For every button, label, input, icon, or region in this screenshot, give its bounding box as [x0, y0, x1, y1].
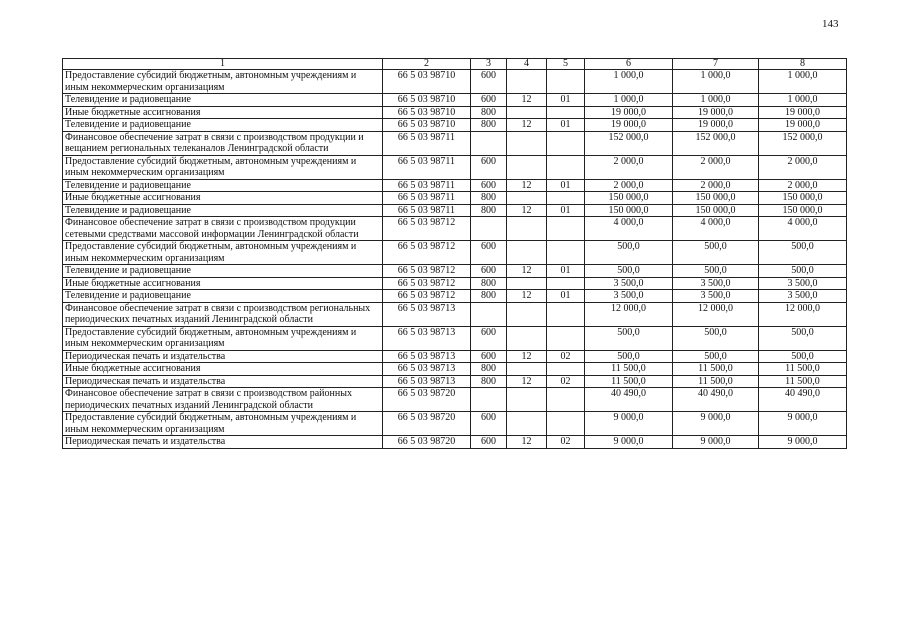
row-amount-cell: 1 000,0	[759, 94, 847, 107]
row-amount-cell: 11 500,0	[759, 363, 847, 376]
row-section-cell	[507, 363, 547, 376]
row-amount-cell: 150 000,0	[759, 192, 847, 205]
row-amount-cell: 40 490,0	[759, 388, 847, 412]
table-row	[63, 217, 847, 241]
row-amount-cell: 11 500,0	[585, 363, 673, 376]
table-row	[63, 412, 847, 436]
row-amount-cell: 2 000,0	[759, 155, 847, 179]
row-code-cell: 66 5 03 98712	[383, 217, 471, 241]
row-section-cell: 12	[507, 119, 547, 132]
table-row	[63, 436, 847, 449]
row-subsection-cell	[547, 388, 585, 412]
row-code-cell: 66 5 03 98710	[383, 119, 471, 132]
row-expense-type-cell: 600	[471, 265, 507, 278]
table-row	[63, 131, 847, 155]
row-code-cell: 66 5 03 98713	[383, 326, 471, 350]
row-section-cell	[507, 388, 547, 412]
column-header-row	[63, 59, 847, 70]
row-name-cell: Предоставление субсидий бюджетным, автономным учреждениям и иным некоммерческим организациям	[63, 241, 383, 265]
row-subsection-cell	[547, 363, 585, 376]
row-code-cell: 66 5 03 98712	[383, 241, 471, 265]
row-subsection-cell	[547, 277, 585, 290]
row-subsection-cell	[547, 70, 585, 94]
row-expense-type-cell	[471, 131, 507, 155]
row-subsection-cell	[547, 302, 585, 326]
column-header: 1	[63, 59, 383, 70]
table-row	[63, 94, 847, 107]
row-expense-type-cell: 800	[471, 363, 507, 376]
table-row	[63, 302, 847, 326]
row-expense-type-cell: 600	[471, 241, 507, 265]
page-number: 143	[822, 18, 839, 30]
row-amount-cell: 11 500,0	[673, 363, 759, 376]
row-name-cell: Предоставление субсидий бюджетным, автономным учреждениям и иным некоммерческим организациям	[63, 70, 383, 94]
row-section-cell: 12	[507, 375, 547, 388]
row-amount-cell: 500,0	[759, 350, 847, 363]
row-amount-cell: 500,0	[585, 326, 673, 350]
row-subsection-cell	[547, 155, 585, 179]
row-section-cell	[507, 106, 547, 119]
row-name-cell: Телевидение и радиовещание	[63, 179, 383, 192]
row-amount-cell: 9 000,0	[585, 412, 673, 436]
row-expense-type-cell: 600	[471, 94, 507, 107]
row-subsection-cell: 01	[547, 119, 585, 132]
row-code-cell: 66 5 03 98711	[383, 131, 471, 155]
table-row	[63, 326, 847, 350]
row-section-cell	[507, 241, 547, 265]
row-section-cell	[507, 131, 547, 155]
row-name-cell: Предоставление субсидий бюджетным, автономным учреждениям и иным некоммерческим организациям	[63, 155, 383, 179]
row-section-cell: 12	[507, 436, 547, 449]
row-code-cell: 66 5 03 98710	[383, 94, 471, 107]
column-header: 8	[759, 59, 847, 70]
table-row	[63, 265, 847, 278]
row-expense-type-cell: 800	[471, 375, 507, 388]
table-row	[63, 119, 847, 132]
row-amount-cell: 2 000,0	[673, 155, 759, 179]
row-name-cell: Финансовое обеспечение затрат в связи с производством продукции сетевыми средствами массовой информации Ленинградской области	[63, 217, 383, 241]
row-amount-cell: 3 500,0	[585, 277, 673, 290]
row-section-cell	[507, 192, 547, 205]
row-name-cell: Предоставление субсидий бюджетным, автономным учреждениям и иным некоммерческим организациям	[63, 326, 383, 350]
row-subsection-cell	[547, 106, 585, 119]
row-amount-cell: 4 000,0	[585, 217, 673, 241]
column-header: 2	[383, 59, 471, 70]
row-amount-cell: 4 000,0	[759, 217, 847, 241]
row-expense-type-cell	[471, 302, 507, 326]
row-subsection-cell: 01	[547, 204, 585, 217]
row-code-cell: 66 5 03 98712	[383, 277, 471, 290]
table-row	[63, 204, 847, 217]
row-subsection-cell: 01	[547, 290, 585, 303]
row-expense-type-cell: 600	[471, 350, 507, 363]
row-section-cell: 12	[507, 265, 547, 278]
row-amount-cell: 19 000,0	[673, 106, 759, 119]
row-amount-cell: 152 000,0	[759, 131, 847, 155]
row-code-cell: 66 5 03 98713	[383, 350, 471, 363]
row-amount-cell: 2 000,0	[585, 155, 673, 179]
table-row	[63, 155, 847, 179]
row-amount-cell: 12 000,0	[585, 302, 673, 326]
row-amount-cell: 19 000,0	[759, 106, 847, 119]
row-amount-cell: 500,0	[585, 241, 673, 265]
row-section-cell	[507, 155, 547, 179]
row-subsection-cell	[547, 192, 585, 205]
row-amount-cell: 1 000,0	[585, 70, 673, 94]
row-amount-cell: 12 000,0	[673, 302, 759, 326]
row-amount-cell: 500,0	[673, 241, 759, 265]
row-amount-cell: 9 000,0	[759, 412, 847, 436]
row-subsection-cell: 02	[547, 436, 585, 449]
row-amount-cell: 3 500,0	[673, 277, 759, 290]
row-section-cell: 12	[507, 94, 547, 107]
table-body	[63, 70, 847, 449]
row-amount-cell: 2 000,0	[759, 179, 847, 192]
row-expense-type-cell: 800	[471, 119, 507, 132]
row-section-cell	[507, 217, 547, 241]
table-row	[63, 241, 847, 265]
row-amount-cell: 3 500,0	[759, 290, 847, 303]
row-name-cell: Иные бюджетные ассигнования	[63, 277, 383, 290]
table-row	[63, 363, 847, 376]
row-code-cell: 66 5 03 98713	[383, 302, 471, 326]
row-expense-type-cell: 800	[471, 290, 507, 303]
table-row	[63, 192, 847, 205]
row-section-cell: 12	[507, 204, 547, 217]
row-code-cell: 66 5 03 98711	[383, 155, 471, 179]
row-name-cell: Периодическая печать и издательства	[63, 375, 383, 388]
row-amount-cell: 1 000,0	[673, 94, 759, 107]
row-amount-cell: 500,0	[585, 350, 673, 363]
table-row	[63, 179, 847, 192]
row-amount-cell: 500,0	[585, 265, 673, 278]
row-amount-cell: 19 000,0	[585, 119, 673, 132]
row-amount-cell: 150 000,0	[585, 204, 673, 217]
row-subsection-cell	[547, 326, 585, 350]
row-amount-cell: 1 000,0	[585, 94, 673, 107]
row-amount-cell: 9 000,0	[673, 412, 759, 436]
row-amount-cell: 152 000,0	[585, 131, 673, 155]
row-amount-cell: 12 000,0	[759, 302, 847, 326]
column-header: 6	[585, 59, 673, 70]
row-name-cell: Телевидение и радиовещание	[63, 204, 383, 217]
row-subsection-cell	[547, 217, 585, 241]
row-expense-type-cell: 800	[471, 204, 507, 217]
row-subsection-cell: 02	[547, 350, 585, 363]
row-code-cell: 66 5 03 98713	[383, 363, 471, 376]
row-code-cell: 66 5 03 98713	[383, 375, 471, 388]
column-header: 7	[673, 59, 759, 70]
row-expense-type-cell: 600	[471, 179, 507, 192]
row-subsection-cell: 01	[547, 179, 585, 192]
table-row	[63, 70, 847, 94]
row-amount-cell: 19 000,0	[673, 119, 759, 132]
row-code-cell: 66 5 03 98720	[383, 388, 471, 412]
table-row	[63, 375, 847, 388]
column-header: 4	[507, 59, 547, 70]
row-code-cell: 66 5 03 98712	[383, 290, 471, 303]
row-amount-cell: 11 500,0	[759, 375, 847, 388]
row-subsection-cell: 01	[547, 265, 585, 278]
row-code-cell: 66 5 03 98712	[383, 265, 471, 278]
table-row	[63, 277, 847, 290]
row-amount-cell: 150 000,0	[585, 192, 673, 205]
table-row	[63, 106, 847, 119]
row-name-cell: Периодическая печать и издательства	[63, 350, 383, 363]
row-section-cell: 12	[507, 350, 547, 363]
table-row	[63, 388, 847, 412]
row-expense-type-cell: 800	[471, 106, 507, 119]
row-amount-cell: 9 000,0	[673, 436, 759, 449]
row-code-cell: 66 5 03 98711	[383, 204, 471, 217]
row-amount-cell: 40 490,0	[585, 388, 673, 412]
row-amount-cell: 3 500,0	[585, 290, 673, 303]
row-name-cell: Иные бюджетные ассигнования	[63, 106, 383, 119]
row-amount-cell: 500,0	[673, 350, 759, 363]
row-expense-type-cell	[471, 388, 507, 412]
row-subsection-cell	[547, 131, 585, 155]
row-amount-cell: 500,0	[759, 326, 847, 350]
row-amount-cell: 11 500,0	[585, 375, 673, 388]
row-name-cell: Периодическая печать и издательства	[63, 436, 383, 449]
column-header: 3	[471, 59, 507, 70]
row-amount-cell: 1 000,0	[759, 70, 847, 94]
table-row	[63, 350, 847, 363]
row-name-cell: Финансовое обеспечение затрат в связи с производством районных периодических печатных изданий Ленинградской области	[63, 388, 383, 412]
row-name-cell: Телевидение и радиовещание	[63, 119, 383, 132]
row-amount-cell: 40 490,0	[673, 388, 759, 412]
row-amount-cell: 19 000,0	[585, 106, 673, 119]
row-amount-cell: 150 000,0	[759, 204, 847, 217]
row-amount-cell: 11 500,0	[673, 375, 759, 388]
row-section-cell	[507, 302, 547, 326]
row-amount-cell: 1 000,0	[673, 70, 759, 94]
row-code-cell: 66 5 03 98711	[383, 192, 471, 205]
row-section-cell	[507, 70, 547, 94]
row-name-cell: Иные бюджетные ассигнования	[63, 363, 383, 376]
row-subsection-cell	[547, 241, 585, 265]
row-expense-type-cell: 600	[471, 412, 507, 436]
row-amount-cell: 150 000,0	[673, 204, 759, 217]
row-amount-cell: 9 000,0	[585, 436, 673, 449]
row-amount-cell: 19 000,0	[759, 119, 847, 132]
row-name-cell: Иные бюджетные ассигнования	[63, 192, 383, 205]
row-amount-cell: 152 000,0	[673, 131, 759, 155]
row-code-cell: 66 5 03 98710	[383, 106, 471, 119]
row-amount-cell: 2 000,0	[585, 179, 673, 192]
row-expense-type-cell: 600	[471, 436, 507, 449]
table-row	[63, 290, 847, 303]
row-amount-cell: 4 000,0	[673, 217, 759, 241]
row-amount-cell: 500,0	[759, 265, 847, 278]
row-section-cell	[507, 277, 547, 290]
budget-table	[62, 58, 847, 449]
row-code-cell: 66 5 03 98710	[383, 70, 471, 94]
row-amount-cell: 2 000,0	[673, 179, 759, 192]
row-amount-cell: 3 500,0	[673, 290, 759, 303]
row-subsection-cell: 01	[547, 94, 585, 107]
row-name-cell: Телевидение и радиовещание	[63, 94, 383, 107]
row-amount-cell: 500,0	[759, 241, 847, 265]
row-subsection-cell	[547, 412, 585, 436]
row-amount-cell: 9 000,0	[759, 436, 847, 449]
row-subsection-cell: 02	[547, 375, 585, 388]
row-expense-type-cell: 800	[471, 277, 507, 290]
row-name-cell: Предоставление субсидий бюджетным, автономным учреждениям и иным некоммерческим организациям	[63, 412, 383, 436]
row-code-cell: 66 5 03 98720	[383, 412, 471, 436]
row-amount-cell: 500,0	[673, 265, 759, 278]
row-name-cell: Телевидение и радиовещание	[63, 290, 383, 303]
row-amount-cell: 500,0	[673, 326, 759, 350]
row-name-cell: Телевидение и радиовещание	[63, 265, 383, 278]
row-expense-type-cell	[471, 217, 507, 241]
row-expense-type-cell: 600	[471, 70, 507, 94]
row-name-cell: Финансовое обеспечение затрат в связи с производством продукции и вещанием региональных телеканалов Ленинградской области	[63, 131, 383, 155]
row-expense-type-cell: 800	[471, 192, 507, 205]
row-code-cell: 66 5 03 98720	[383, 436, 471, 449]
row-section-cell	[507, 326, 547, 350]
row-expense-type-cell: 600	[471, 326, 507, 350]
row-section-cell: 12	[507, 179, 547, 192]
row-code-cell: 66 5 03 98711	[383, 179, 471, 192]
row-section-cell: 12	[507, 290, 547, 303]
column-header: 5	[547, 59, 585, 70]
row-amount-cell: 3 500,0	[759, 277, 847, 290]
row-section-cell	[507, 412, 547, 436]
row-name-cell: Финансовое обеспечение затрат в связи с производством региональных периодических печатных изданий Ленинградской области	[63, 302, 383, 326]
row-amount-cell: 150 000,0	[673, 192, 759, 205]
row-expense-type-cell: 600	[471, 155, 507, 179]
